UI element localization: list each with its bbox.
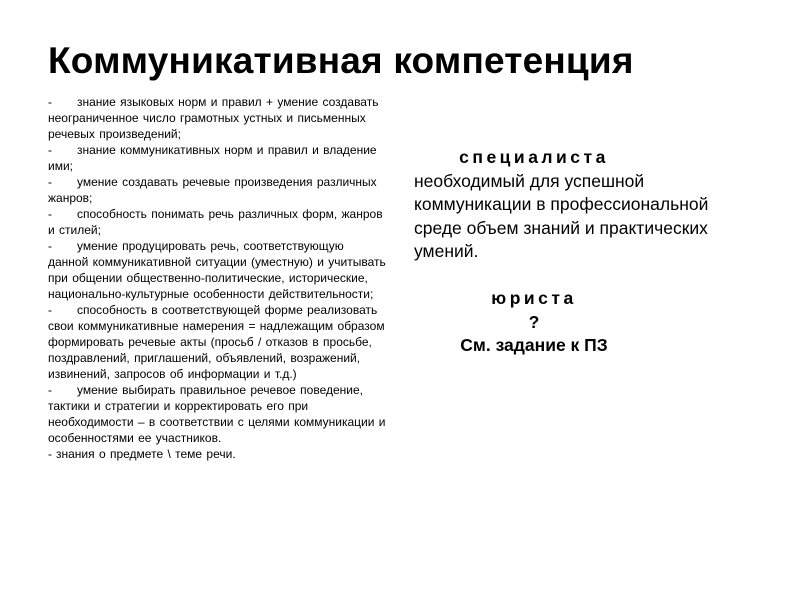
list-item-text: умение продуцировать речь, соответствующую данной коммуникативной ситуации (уместную) и учитывать при общении общественно-политические, исторические, национально-культурные особенности действительности; <box>48 239 386 301</box>
list-dash: - <box>48 95 52 109</box>
task-note: См. задание к ПЗ <box>460 335 608 355</box>
list-dash: - <box>48 207 52 221</box>
definition-text: необходимый для успешной коммуникации в профессиональной среде объем знаний и практических умений. <box>414 170 709 261</box>
list-item-text: способность понимать речь различных форм, жанров и стилей; <box>48 207 383 237</box>
list-item <box>48 94 388 142</box>
list-dash: - <box>48 383 52 397</box>
heading-specialist: специалиста <box>459 147 609 167</box>
list-dash: - <box>48 143 52 157</box>
list-item <box>48 142 388 174</box>
competence-list <box>48 94 388 462</box>
list-item-text: знание коммуникативных норм и правил и владение ими; <box>48 143 377 173</box>
list-item-text: умение создавать речевые произведения различных жанров; <box>48 175 377 205</box>
definition-block <box>414 146 754 358</box>
list-item <box>48 174 388 206</box>
list-dash: - <box>48 447 52 461</box>
list-item <box>48 238 388 302</box>
list-item <box>48 382 388 446</box>
list-dash: - <box>48 239 52 253</box>
list-item-text: знание языковых норм и правил + умение создавать неограниченное число грамотных устных и письменных речевых произведений; <box>48 95 379 141</box>
spacer <box>414 264 754 288</box>
list-item-text: умение выбирать правильное речевое поведение, тактики и стратегии и корректировать его при необходимости – в соответствии с целями коммуникации и особенностями ее участников. <box>48 383 386 445</box>
slide-title: Коммуникативная компетенция <box>48 40 634 81</box>
heading-lawyer: юриста <box>491 288 577 308</box>
list-item-last <box>48 446 388 462</box>
list-item <box>48 206 388 238</box>
list-dash: - <box>48 303 52 317</box>
list-item <box>48 302 388 382</box>
list-item-text: способность в соответствующей форме реализовать свои коммуникативные намерения = надлежащим образом формировать речевые акты (просьб / отказов в просьбе, поздравлений, приглашений, объявлений, возражений, извинений, запросов об информации и т.д.) <box>48 303 385 381</box>
list-item-text: знания о предмете \ теме речи. <box>56 447 236 461</box>
question-mark: ? <box>528 311 540 332</box>
list-dash: - <box>48 175 52 189</box>
